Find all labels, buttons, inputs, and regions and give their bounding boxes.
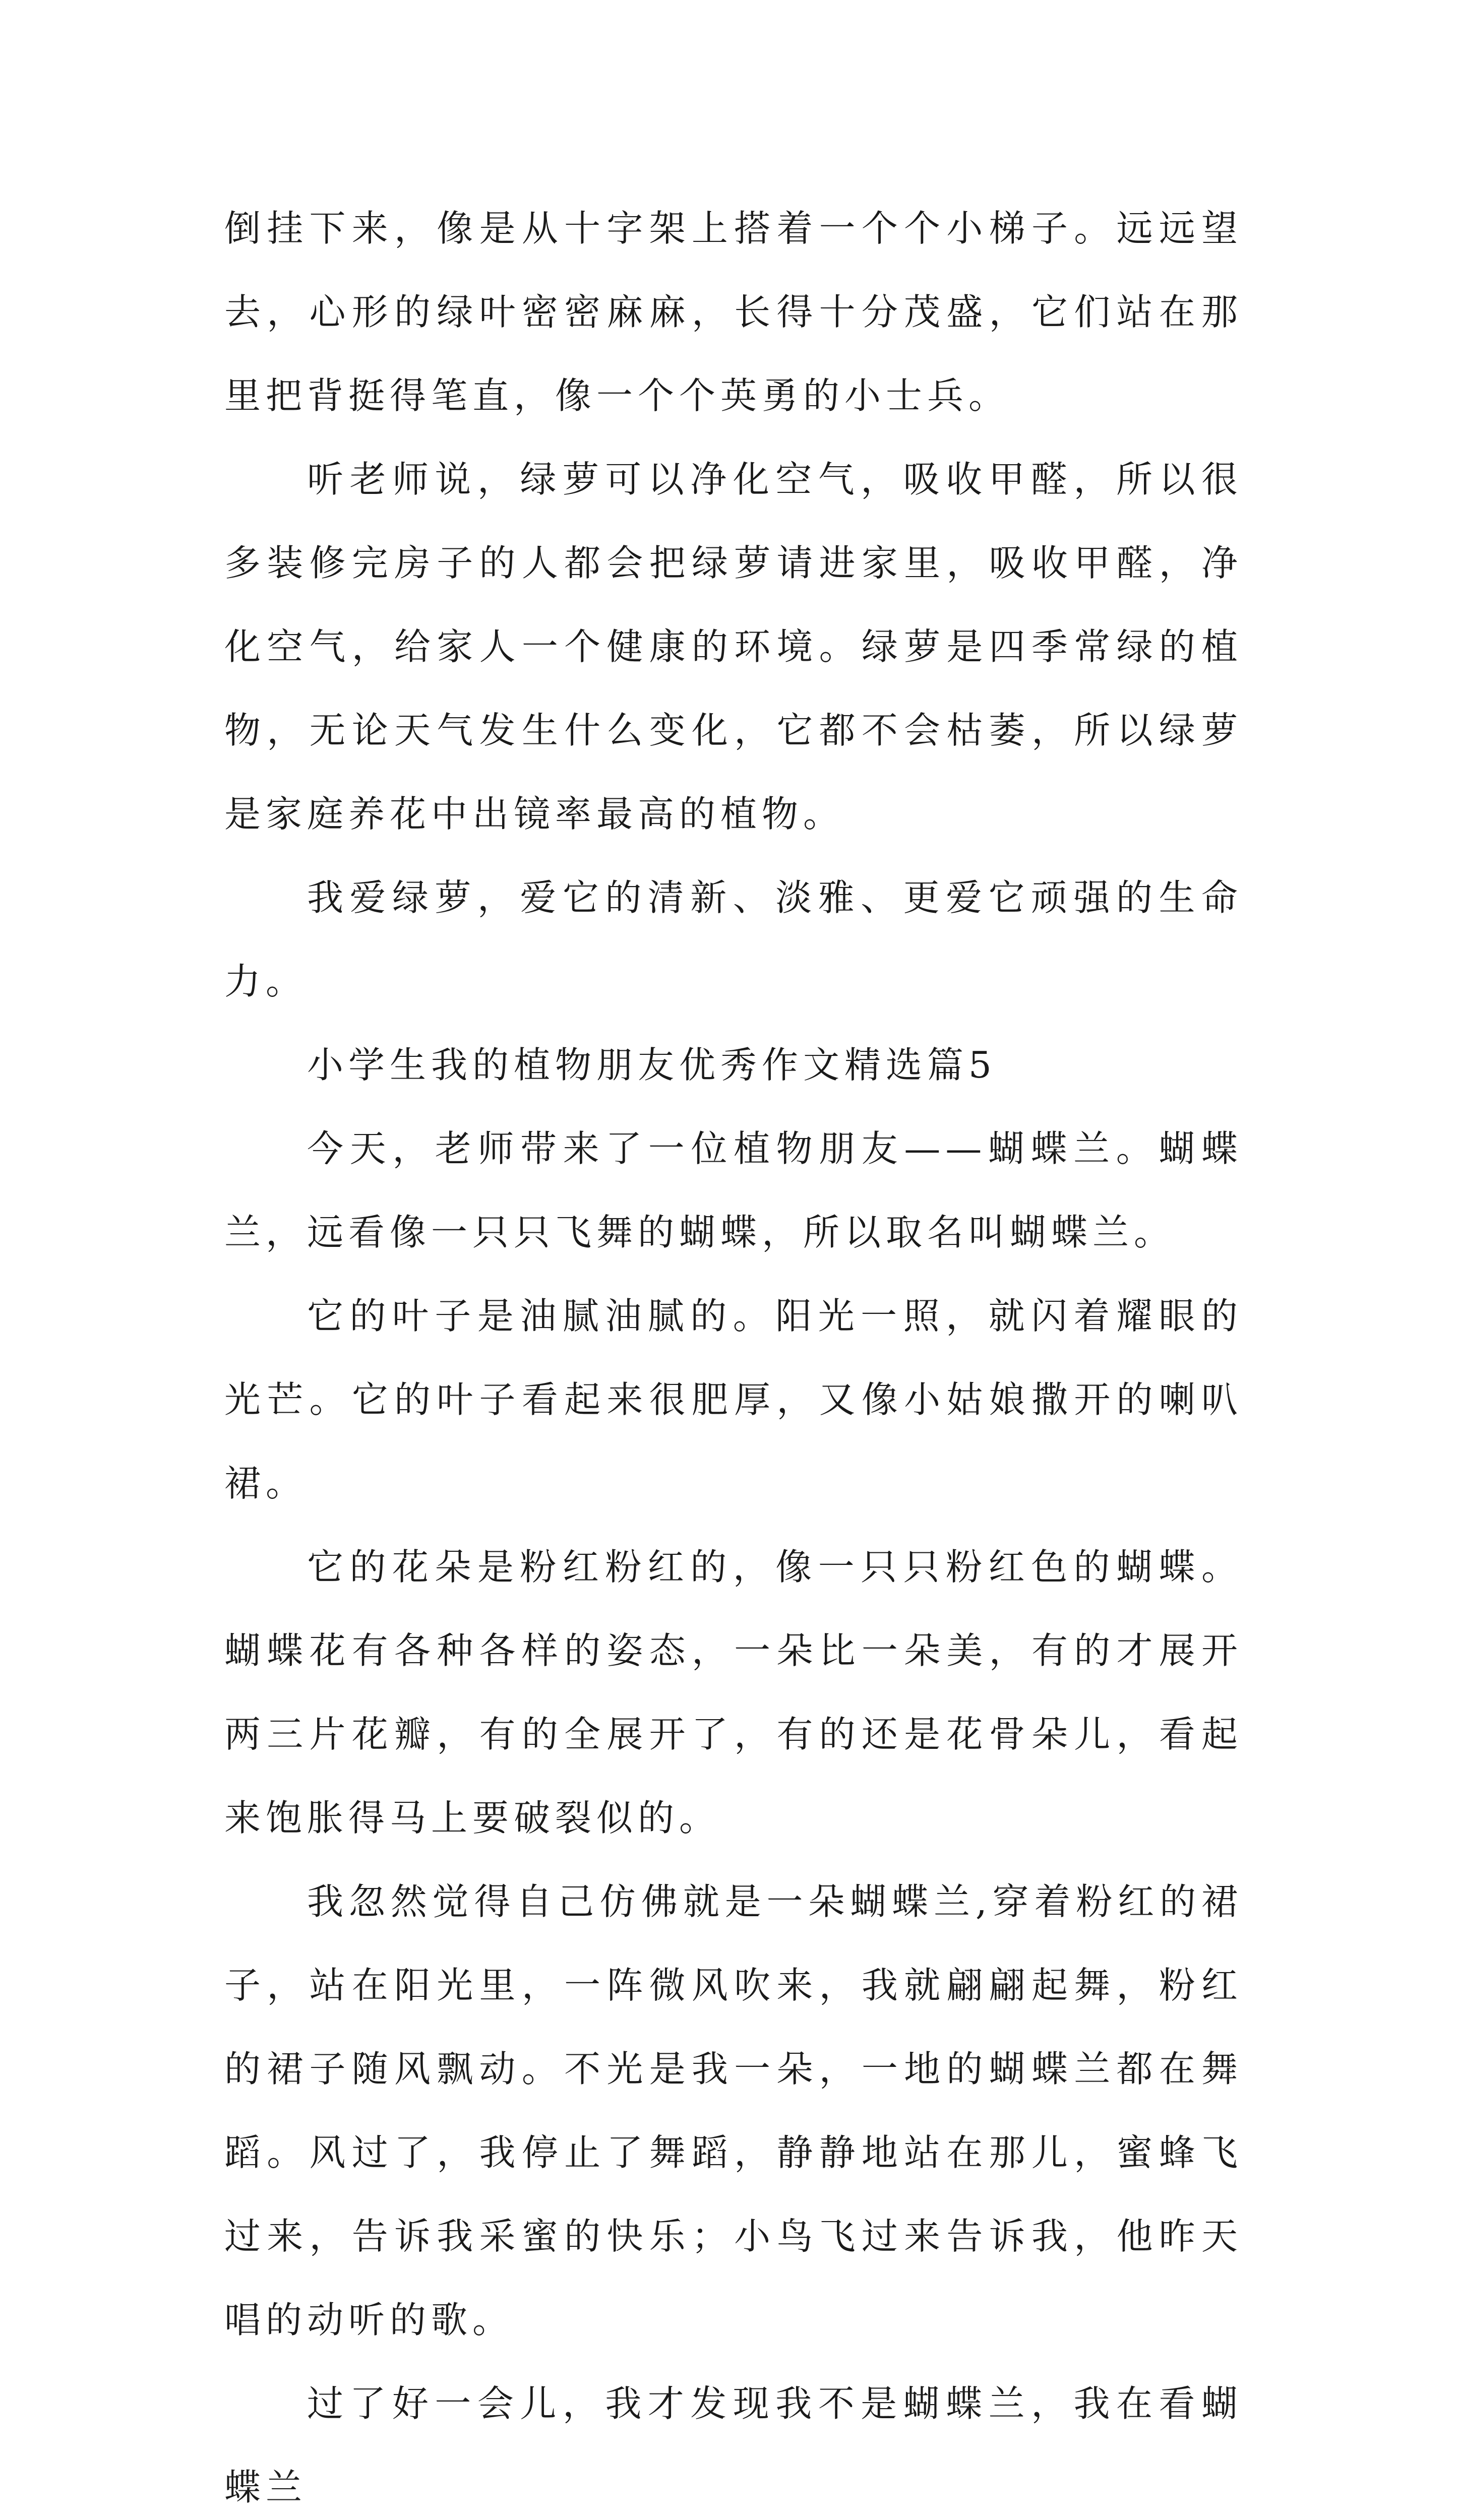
- section-heading: 小学生我的植物朋友优秀作文精选篇5: [307, 1044, 997, 1086]
- paragraph-orchid-intro: 今天，老师带来了一位植物朋友——蝴蝶兰。蝴蝶兰，远看像一只只飞舞的蝴蝶，所以取名叫蝴蝶兰。: [224, 1127, 1243, 1253]
- paragraph-orchid-flowers: 它的花朵是粉红粉红的，像一只只粉红色的蝴蝶。蝴蝶花有各种各样的姿态，一朵比一朵美，有的才展开两三片花瓣，有的全展开了，有的还是花骨朵儿，看起来饱胀得马上要破裂似的。: [224, 1546, 1243, 1839]
- paragraph-orchid-imagination: 我忽然觉得自己仿佛就是一朵蝴蝶兰,穿着粉红的裙子，站在阳光里，一阵微风吹来，我就翩翩起舞，粉红的裙子随风飘动。不光是我一朵，一地的蝴蝶兰都在舞蹈。风过了，我停止了舞蹈，静静地站在那儿，蜜蜂飞过来，告诉我采蜜的快乐；小鸟飞过来告诉我，他昨天唱的动听的歌。: [224, 1880, 1243, 2341]
- paragraph-pothos-benefits: 听老师说，绿萝可以净化空气，吸收甲醛，所以很多装修完房子的人都会把绿萝请进家里，吸收甲醛，净化空气，给家人一个健康的环境。绿萝是四季常绿的植物，无论天气发生什么变化，它都不会枯萎，所以绿萝是家庭养花中出镜率最高的植物。: [224, 458, 1243, 835]
- paragraph-continuation: 倒挂下来，像是从十字架上搭着一个个小梯子。远远望去，心形的绿叶密密麻麻，长得十分茂盛，它们站在那里把背挺得笔直，像一个个英勇的小士兵。: [224, 207, 1243, 417]
- paragraph-orchid-ending: 过了好一会儿，我才发现我不是蝴蝶兰，我在看蝴蝶兰: [224, 2382, 1243, 2508]
- paragraph-pothos-love: 我爱绿萝，爱它的清新、淡雅、更爱它顽强的生命力。: [224, 876, 1243, 1002]
- article-body: [224, 186, 1243, 2520]
- paragraph-orchid-leaves: 它的叶子是油腻油腻的。阳光一照，就闪着耀眼的光芒。它的叶子看起来很肥厚，又像小姑娘撒开的喇叭裙。: [224, 1295, 1243, 1504]
